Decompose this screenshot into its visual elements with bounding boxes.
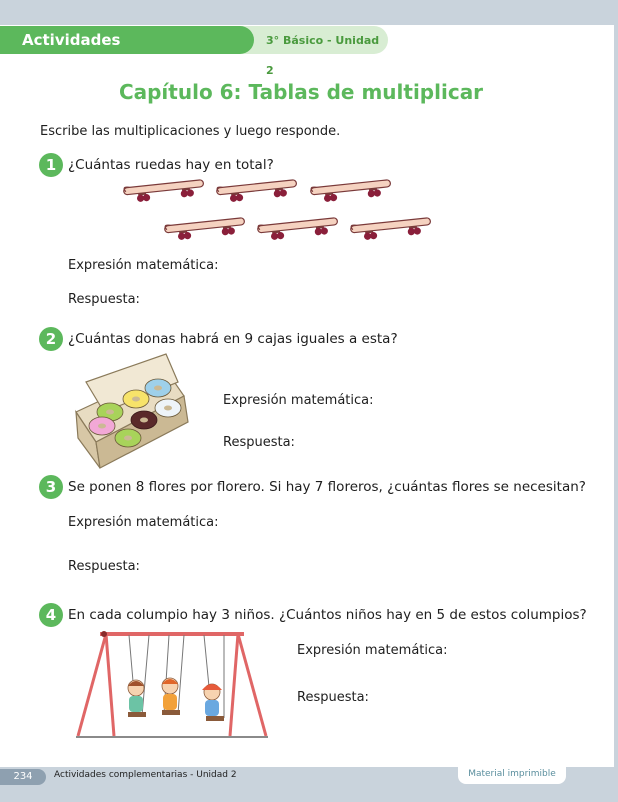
top-bar <box>0 0 618 25</box>
instruction-text: Escribe las multiplicaciones y luego responde. <box>40 124 341 139</box>
section-header: Actividades complementarias <box>0 26 254 54</box>
question-text-4: En cada columpio hay 3 niños. ¿Cuántos niños hay en 5 de estos columpios? <box>68 607 587 623</box>
answer-label-1: Respuesta: <box>68 292 140 307</box>
grade-unit-tag: 3° Básico - Unidad 2 <box>236 26 388 54</box>
expression-label-3: Expresión matemática: <box>68 515 219 530</box>
swing-set-illustration <box>74 626 270 742</box>
answer-label-4: Respuesta: <box>297 690 369 705</box>
expression-label-1: Expresión matemática: <box>68 258 219 273</box>
right-edge-strip <box>614 25 618 767</box>
question-text-1: ¿Cuántas ruedas hay en total? <box>68 157 274 173</box>
page-number: 234 <box>0 769 46 785</box>
question-number-1: 1 <box>39 153 63 177</box>
printable-badge: Material imprimible <box>458 767 566 784</box>
question-number-4: 4 <box>39 603 63 627</box>
question-text-3: Se ponen 8 flores por florero. Si hay 7 floreros, ¿cuántas flores se necesitan? <box>68 479 586 495</box>
expression-label-2: Expresión matemática: <box>223 393 374 408</box>
skateboard-1 <box>123 179 204 203</box>
skateboards-illustration <box>0 0 1 1</box>
question-number-3: 3 <box>39 475 63 499</box>
skateboard-4 <box>164 217 245 241</box>
page-title: Capítulo 6: Tablas de multiplicar <box>118 80 484 104</box>
expression-label-4: Expresión matemática: <box>297 643 448 658</box>
question-text-2: ¿Cuántas donas habrá en 9 cajas iguales a esta? <box>68 331 398 347</box>
question-number-2: 2 <box>39 327 63 351</box>
skateboard-3 <box>310 179 391 203</box>
answer-label-3: Respuesta: <box>68 559 140 574</box>
skateboard-6 <box>350 217 431 241</box>
footer-text: Actividades complementarias - Unidad 2 <box>54 770 237 780</box>
skateboard-2 <box>216 179 297 203</box>
skateboard-5 <box>257 217 338 241</box>
answer-label-2: Respuesta: <box>223 435 295 450</box>
donut-box-illustration <box>74 352 190 470</box>
